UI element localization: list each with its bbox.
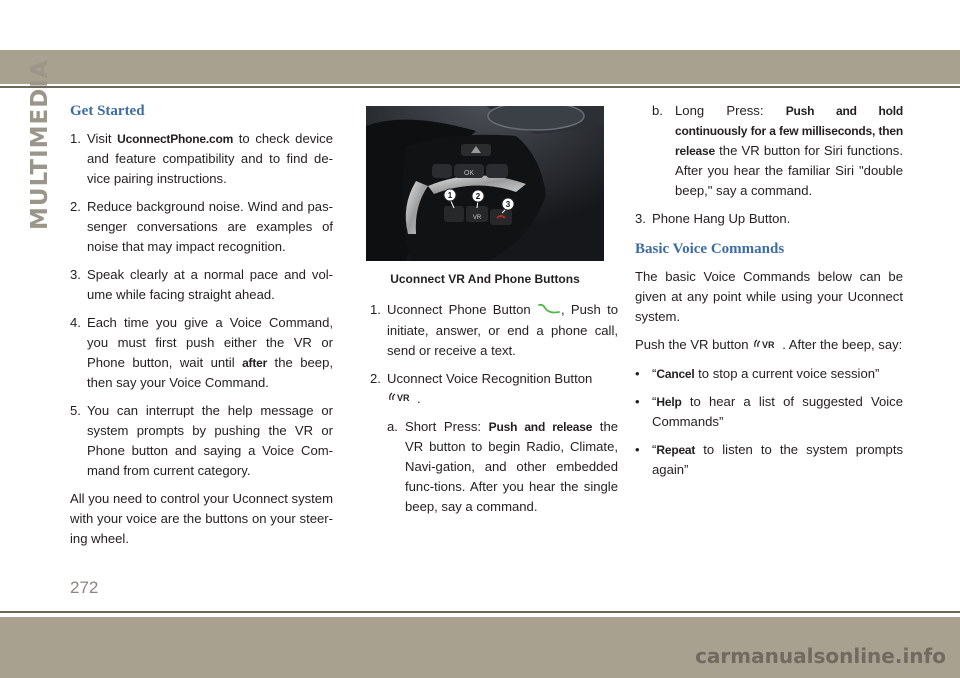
step-item (70, 197, 333, 257)
command-keyword: Repeat (656, 442, 696, 457)
page-number: 272 (70, 578, 99, 597)
top-margin (0, 0, 960, 50)
steering-wheel-illustration (366, 106, 604, 261)
command-keyword: Help (656, 394, 682, 409)
button-list-item (370, 369, 618, 410)
step-number: 4. (70, 315, 81, 330)
subitem-text: the VR button to begin Radio, Climate, Navi-gation, and other embedded func-tions. After you hear the single beep, say a command. (405, 419, 619, 515)
item-text: Uconnect Voice Recognition Button (387, 370, 593, 386)
heading-get-started: Get Started (70, 103, 145, 119)
subitem-text: the VR button for Siri functions. After you hear the familiar Siri "double beep," say a command. (675, 143, 903, 198)
item-text: Uconnect Phone Button (387, 302, 537, 317)
push-text: . After the beep, say: (782, 337, 903, 352)
section-tab: MULTIMEDIA (27, 59, 53, 230)
step-text: Each time you give a Voice Command, you must first push either the VR or Phone button, wait until (87, 315, 333, 370)
callout-2-label: 2 (475, 192, 481, 201)
bullet-dot: • (635, 365, 640, 381)
step-number: 2. (70, 199, 81, 214)
quote-mark: “ (652, 441, 657, 457)
step-text: You can interrupt the help message or system prompts by pushing the VR or Phone button and saying a Voice Com-mand from current category. (87, 403, 333, 478)
step-link-text: UconnectPhone.com (117, 132, 234, 146)
closing-paragraph: All you need to control your Uconnect system with your voice are the buttons on your steer-ing wheel. (70, 491, 333, 546)
footer-rule (0, 611, 960, 613)
command-description: to listen to the system prompts again” (652, 441, 903, 477)
step-item (70, 401, 333, 481)
voice-command-bullet (635, 392, 903, 432)
step-number: 5. (70, 403, 81, 418)
column-right (635, 101, 903, 488)
button-list-subitem (635, 101, 903, 201)
intro-paragraph: The basic Voice Commands below can be given at any point while using your Uconnect system. (635, 269, 903, 324)
step-item (70, 129, 333, 189)
callout-3-label: 3 (505, 200, 511, 209)
header-rule (0, 86, 960, 88)
step-number: 1. (70, 131, 81, 146)
ok-button-label: OK (463, 170, 475, 177)
button-list-item (370, 300, 618, 361)
item-text: . (417, 390, 421, 406)
phone-icon (537, 301, 561, 321)
item-text: , Push to initiate, answer, or end a phone call, send or receive a text. (387, 302, 618, 358)
step-text: to check device and feature compatibility and to find de-vice pairing instructions. (87, 131, 334, 186)
header-band (0, 50, 960, 84)
step-text: Speak clearly at a normal pace and vol-ume while facing straight ahead. (87, 267, 333, 302)
item-number: 1. (370, 302, 381, 317)
item-text: Phone Hang Up Button. (652, 211, 791, 226)
watermark: carmanualsonline.info (695, 644, 946, 668)
bullet-dot: • (635, 393, 640, 409)
step-text: the beep, then say your Voice Command. (87, 355, 333, 390)
heading-basic-voice-commands: Basic Voice Commands (635, 241, 785, 257)
svg-text:VR: VR (762, 339, 775, 350)
step-text: Visit (87, 131, 118, 146)
steering-wheel-photo (366, 106, 604, 261)
command-description: to stop a current voice session” (694, 365, 880, 381)
vr-button-label: VR (472, 215, 482, 221)
column-middle (370, 300, 618, 525)
push-text: Push the VR button (635, 337, 753, 352)
quote-mark: “ (652, 393, 657, 409)
subitem-letter: a. (387, 419, 398, 435)
item-number: 3. (635, 211, 646, 226)
button-list-subitem (370, 417, 618, 517)
subitem-text: Short Press: (405, 419, 489, 435)
voice-recognition-icon (752, 336, 782, 356)
figure-caption: Uconnect VR And Phone Buttons (390, 272, 580, 286)
voice-command-bullet (635, 364, 903, 384)
quote-mark: “ (652, 365, 657, 381)
column-left (70, 101, 333, 557)
step-item (70, 265, 333, 305)
callout-1-label: 1 (447, 191, 453, 200)
subitem-emphasis: Push and release (488, 420, 593, 435)
step-text: Reduce background noise. Wind and pas-senger conversations are examples of noise that may impact recognition. (87, 199, 333, 254)
voice-recognition-icon (387, 389, 417, 409)
svg-text:VR: VR (397, 393, 410, 404)
command-description: to hear a list of suggested Voice Commands” (652, 393, 903, 429)
subitem-emphasis: Push and hold continuously for a few milliseconds, then release (675, 104, 903, 158)
step-item (70, 313, 333, 393)
voice-command-bullet (635, 440, 903, 480)
subitem-letter: b. (652, 103, 663, 118)
item-number: 2. (370, 370, 381, 386)
command-keyword: Cancel (656, 366, 695, 381)
step-emphasis: after (242, 356, 268, 370)
button-list-item (635, 209, 903, 229)
bullet-dot: • (635, 441, 640, 457)
step-number: 3. (70, 267, 81, 282)
push-vr-paragraph (635, 335, 903, 356)
subitem-text: Long Press: (675, 103, 786, 118)
